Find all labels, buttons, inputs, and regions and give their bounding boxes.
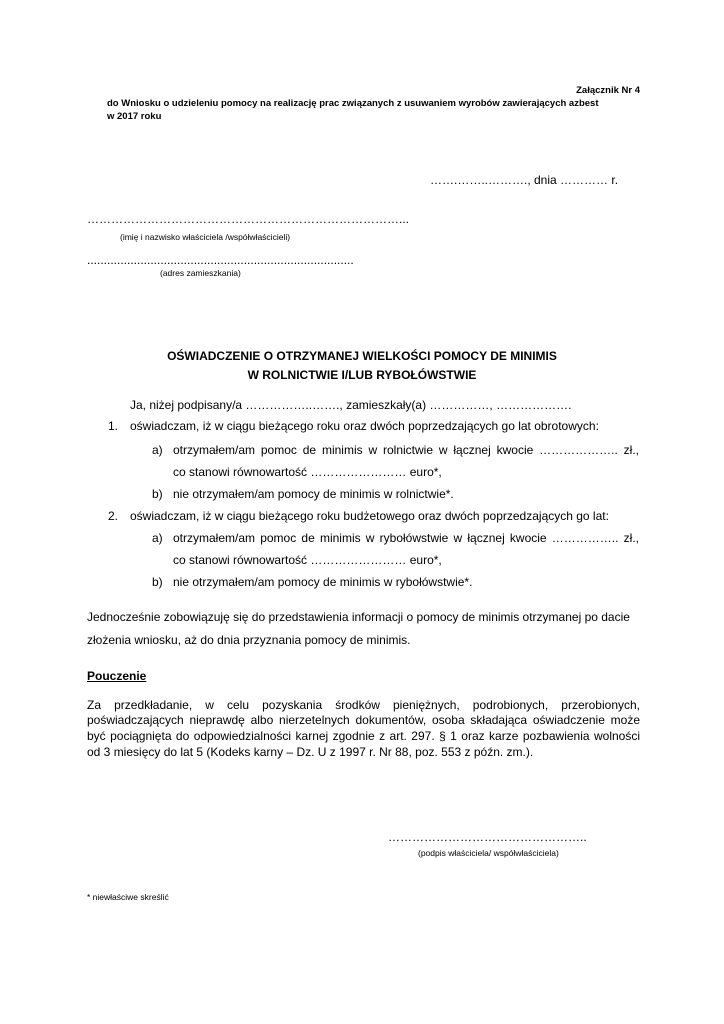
owner-name-caption: (imię i nazwisko właściciela /współwłaścicieli): [120, 232, 291, 242]
option-letter: b): [152, 487, 163, 501]
instruction-line: Za przedkładanie, w celu pozyskania środków pieniężnych, podrobionych, przerobionych,: [87, 698, 640, 712]
option-letter: a): [152, 443, 163, 457]
annex-label: Załącznik Nr 4: [576, 85, 640, 96]
declaration-number: 1.: [108, 419, 119, 433]
declaration-text: oświadczam, iż w ciągu bieżącego roku budżetowego oraz dwóch poprzedzających go lat:: [130, 509, 609, 523]
instruction-line: poświadczających nieprawdę albo nierzetelnych dokumentów, osoba składająca oświadczenie może: [87, 713, 640, 727]
annex-subtitle-line: w 2017 roku: [107, 111, 162, 122]
signature-dots: …………………………………………..: [388, 830, 587, 844]
address-caption: (adres zamieszkania): [160, 268, 241, 278]
commitment-line: złożenia wniosku, aż do dnia przyznania pomocy de minimis.: [87, 633, 411, 647]
document-title-line: OŚWIADCZENIE O OTRZYMANEJ WIELKOŚCI POMOCY DE MINIMIS: [167, 349, 557, 363]
owner-name-dots: ……………………………………………………………………...: [87, 212, 410, 226]
option-continuation: co stanowi równowartość …………………… euro*,: [173, 553, 442, 567]
instruction-line: od 3 miesięcy do lat 5 (Kodeks karny – Dz. U z 1997 r. Nr 88, poz. 553 z późn. zm.).: [87, 745, 534, 759]
option-continuation: co stanowi równowartość …………………… euro*,: [173, 465, 442, 479]
instruction-heading: Pouczenie: [87, 669, 147, 683]
signature-caption: (podpis właściciela/ współwłaściciela): [418, 848, 559, 858]
declaration-text: oświadczam, iż w ciągu bieżącego roku oraz dwóch poprzedzających go lat obrotowych:: [130, 419, 599, 433]
document-title-line: W ROLNICTWIE I/LUB RYBOŁÓWSTWIE: [247, 368, 477, 382]
option-text: otrzymałem/am pomoc de minimis w rybołówstwie w łącznej kwocie …………….. zł.,: [173, 531, 639, 545]
intro-line: Ja, niżej podpisany/a ……………..……., zamieszkały(a) ……………, ……………….: [130, 398, 572, 412]
option-letter: a): [152, 531, 163, 545]
date-line: …….……..………., dnia ………… r.: [430, 173, 619, 187]
option-text: nie otrzymałem/am pomocy de minimis w rolnictwie*.: [173, 487, 454, 501]
option-text: otrzymałem/am pomoc de minimis w rolnictwie w łącznej kwocie ……………….. zł.,: [173, 443, 639, 457]
option-text: nie otrzymałem/am pomocy de minimis w rybołówstwie*.: [173, 575, 473, 589]
commitment-line: Jednocześnie zobowiązuję się do przedstawienia informacji o pomocy de minimis otrzymanej po dacie: [87, 610, 630, 624]
address-dots: ................................................................................: [87, 253, 354, 267]
declaration-number: 2.: [108, 509, 119, 523]
option-letter: b): [152, 575, 163, 589]
annex-subtitle-line: do Wniosku o udzieleniu pomocy na realizację prac związanych z usuwaniem wyrobów zawierających azbest: [107, 98, 599, 109]
footnote: * niewłaściwe skreślić: [87, 892, 169, 902]
instruction-line: być pociągnięta do odpowiedzialności karnej zgodnie z art. 297. § 1 oraz karze pozbawienia wolności: [87, 729, 640, 743]
